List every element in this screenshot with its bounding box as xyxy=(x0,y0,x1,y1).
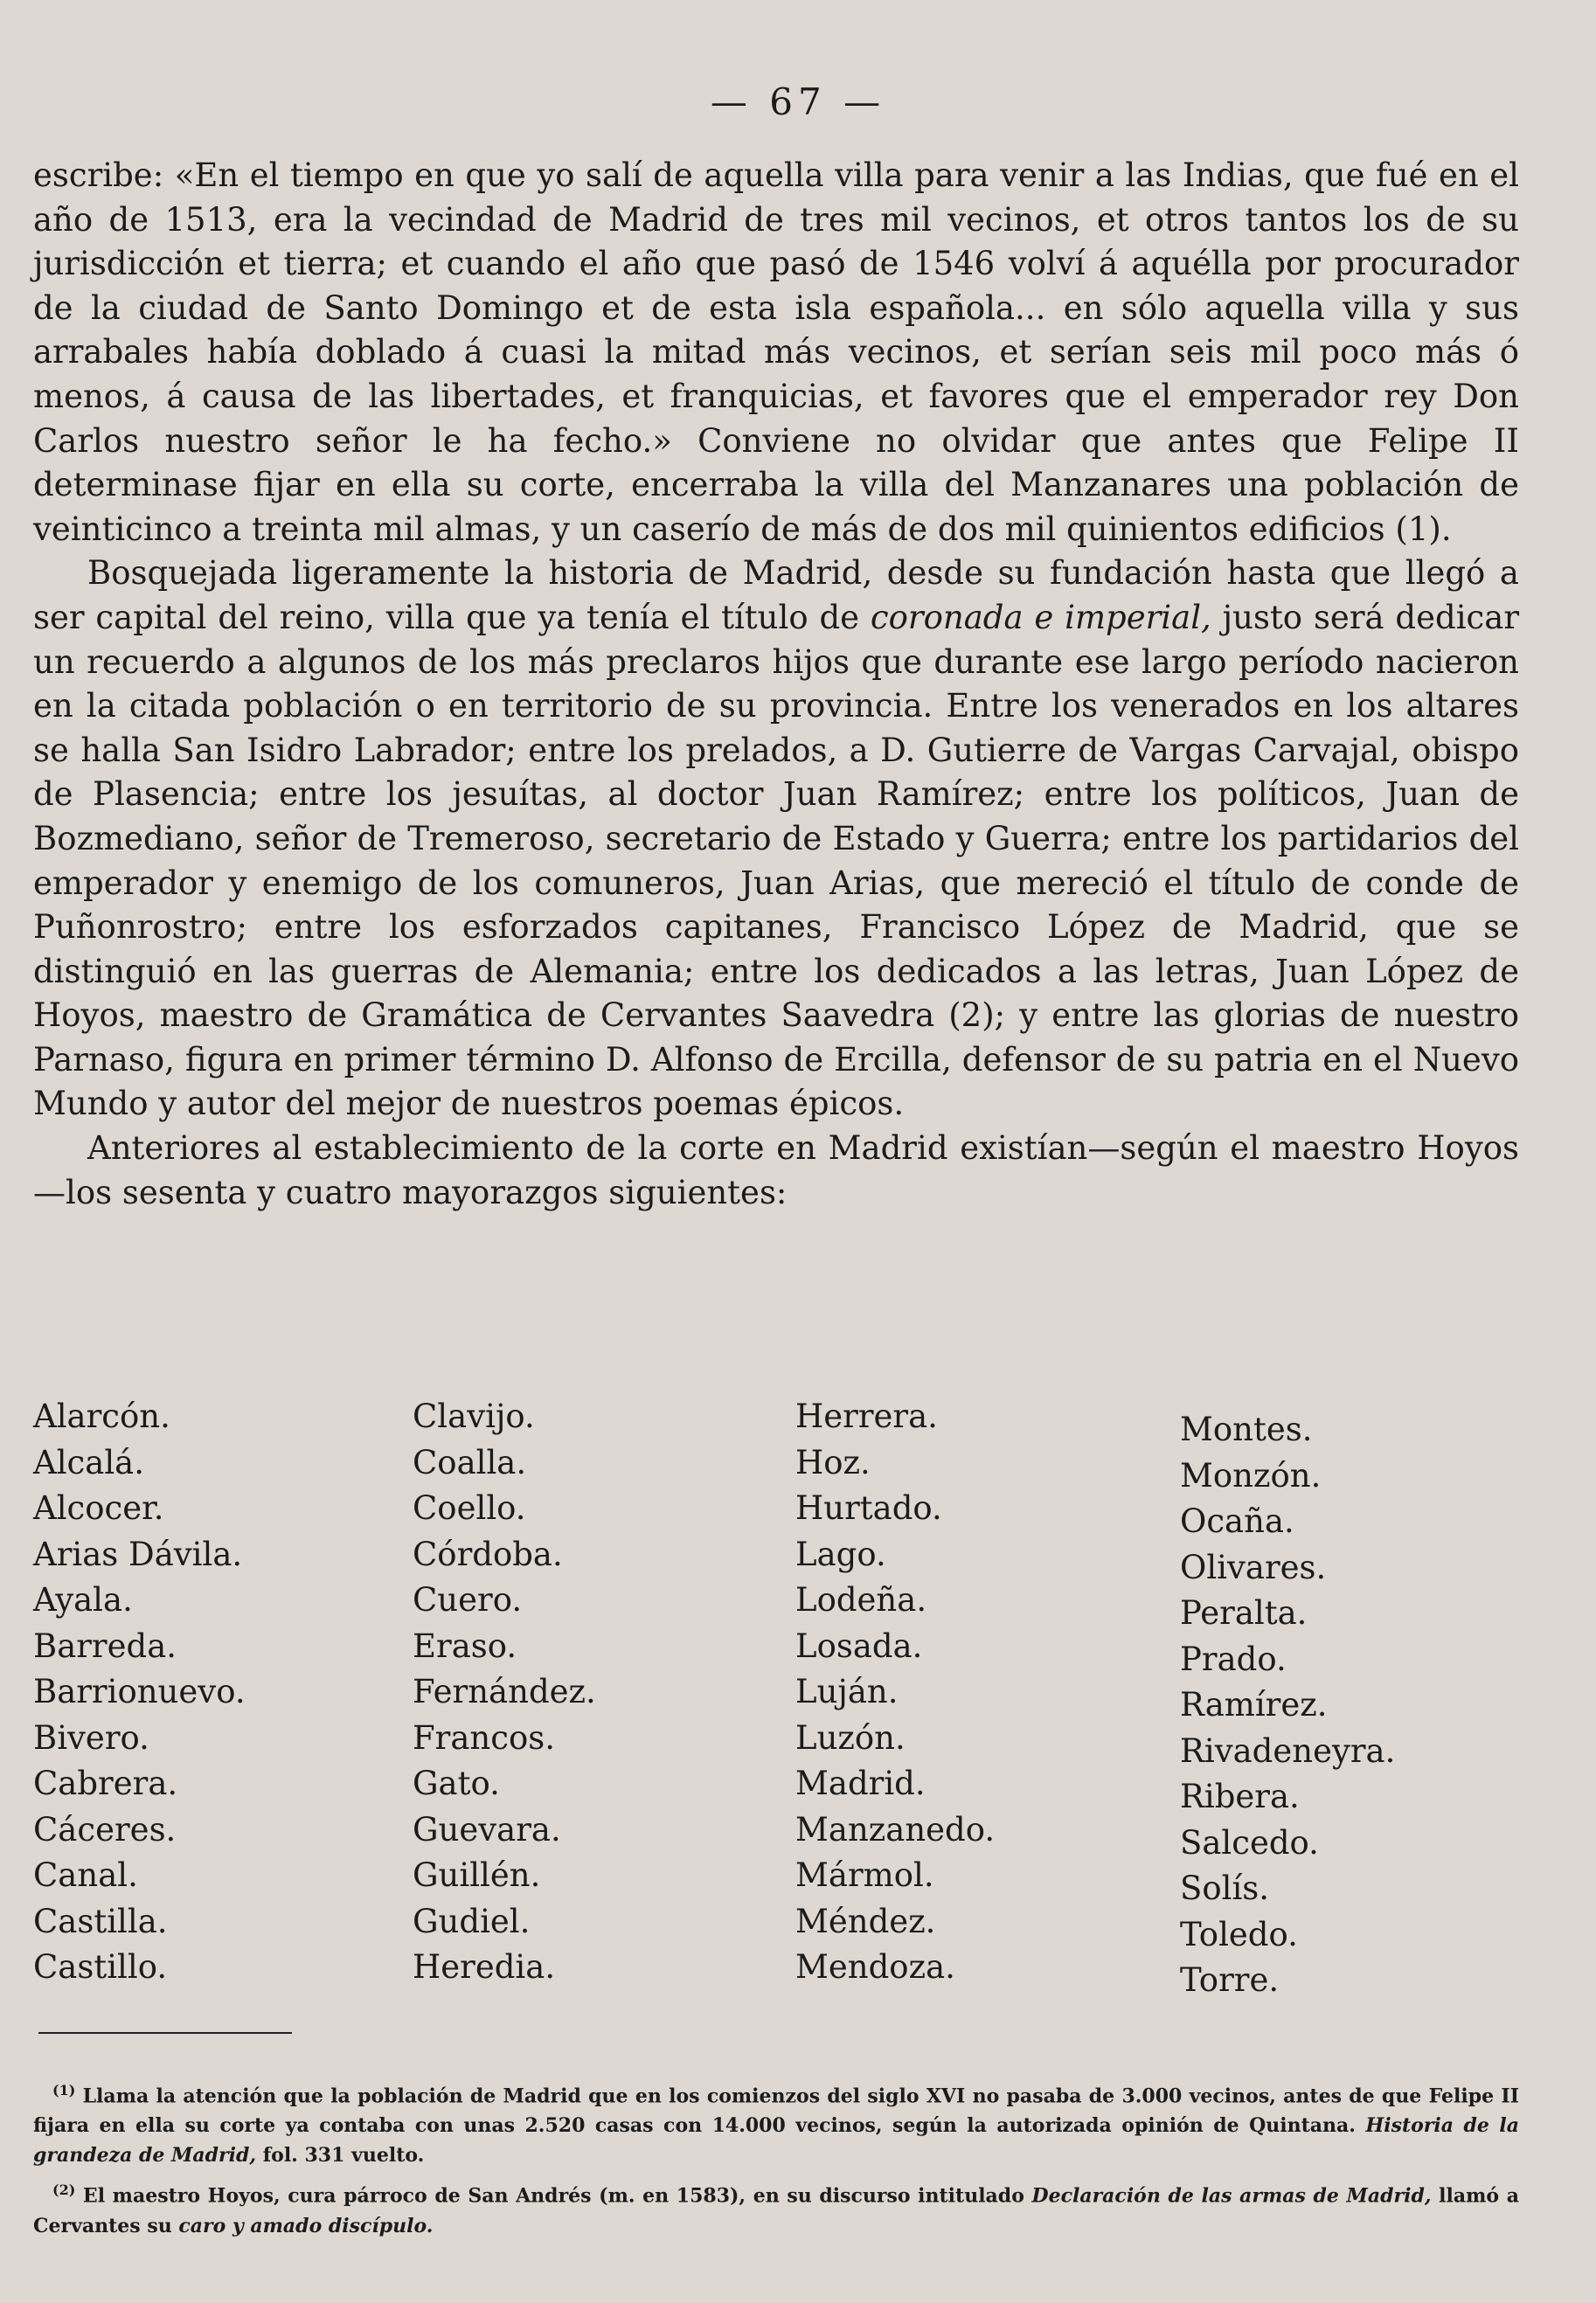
footnote-italic-text: Declaración de las armas de Madrid, xyxy=(1031,2184,1432,2208)
page-number: — 67 — xyxy=(710,80,886,123)
list-item: Alarcón. xyxy=(33,1398,170,1435)
list-item: Alcocer. xyxy=(33,1489,164,1527)
list-column-2 xyxy=(413,1394,596,1991)
footnote-text: Llama la atención que la población de Madrid que en los comienzos del siglo XVI no pasaba de 3.000 vecinos, antes de que Felipe II fijara en ella su corte ya contaba con unas 2.520 casas con 14.000 vecinos, según la autorizada opinión de Quintana. xyxy=(33,2084,1519,2138)
list-item: Gudiel. xyxy=(413,1902,531,1940)
footnote-2 xyxy=(33,2175,1519,2240)
list-item: Montes. xyxy=(1180,1411,1313,1448)
list-item: Alcalá. xyxy=(33,1443,144,1481)
list-column-3 xyxy=(795,1394,995,1991)
list-item: Hurtado. xyxy=(795,1489,942,1527)
list-item: Cuero. xyxy=(413,1581,523,1619)
list-item: Castilla. xyxy=(33,1902,168,1940)
list-item: Méndez. xyxy=(795,1902,936,1940)
list-item: Coalla. xyxy=(413,1443,527,1481)
list-item: Monzón. xyxy=(1180,1456,1322,1495)
list-item: Manzanedo. xyxy=(795,1810,996,1849)
list-item: Losada. xyxy=(795,1627,923,1665)
list-item: Ayala. xyxy=(33,1581,133,1619)
list-item: Fernández. xyxy=(413,1673,596,1710)
list-column-4 xyxy=(1180,1407,1395,2004)
list-item: Guevara. xyxy=(413,1810,561,1849)
paragraph-text: Bosquejada ligeramente la historia de Madrid, desde su fundación hasta que llegó a ser capital del reino, villa que ya tenía el título de xyxy=(33,554,1519,636)
list-item: Barreda. xyxy=(33,1627,177,1665)
footnote-italic-text: Historia de la grandeza de Madrid, xyxy=(33,2114,1519,2168)
list-item: Eraso. xyxy=(413,1627,517,1665)
paragraph xyxy=(33,551,1519,1127)
list-item: Toledo. xyxy=(1180,1915,1298,1953)
footnote-text: El maestro Hoyos, cura párroco de San Andrés (m. en 1583), en su discurso intitulado xyxy=(82,2184,1032,2208)
list-item: Coello. xyxy=(413,1489,526,1527)
paragraph-text: justo será dedicar un recuerdo a algunos de los más preclaros hijos que durante ese largo período nacieron en la citada población o en territorio de su provincia. Entre los venerados en los altares se halla San Isidro Labrador; entre los prelados, a D. Gutierre de Vargas Carvajal, obispo de Plasencia; entre los jesuítas, al doctor Juan Ramírez; entre los políticos, Juan de Bozmediano, señor de Tremeroso, secretario de Estado y Guerra; entre los partidarios del emperador y enemigo de los comuneros, Juan Arias, que mereció el título de conde de Puñonrostro; entre los esforzados capitanes, Francisco López de Madrid, que se distinguió en las guerras de Alemania; entre los dedicados a las letras, Juan López de Hoyos, maestro de Gramática de Cervantes Saavedra (2); y entre las glorias de nuestro Parnaso, figura en primer término D. Alfonso de Ercilla, defensor de su patria en el Nuevo Mundo y autor del mejor de nuestros poemas épicos. xyxy=(33,598,1520,1123)
list-item: Lodeña. xyxy=(795,1581,927,1619)
list-item: Rivadeneyra. xyxy=(1180,1731,1396,1770)
list-item: Heredia. xyxy=(413,1948,556,1986)
list-item: Ocaña. xyxy=(1180,1502,1294,1540)
footnote-italic-text: caro y amado discípulo. xyxy=(178,2214,434,2237)
footnote-mark: (1) xyxy=(52,2082,76,2098)
list-item: Castillo. xyxy=(33,1948,168,1986)
list-item: Canal. xyxy=(33,1856,138,1894)
paragraph-italic-text: coronada e imperial, xyxy=(870,598,1211,636)
list-item: Mármol. xyxy=(795,1856,934,1894)
paragraph xyxy=(33,154,1519,551)
list-item: Francos. xyxy=(413,1718,555,1757)
list-item: Solís. xyxy=(1180,1869,1270,1907)
paragraph-text: Anteriores al establecimiento de la corte en Madrid existían—según el maestro Hoyos—los sesenta y cuatro mayorazgos siguientes: xyxy=(33,1129,1519,1211)
list-item: Peralta. xyxy=(1180,1594,1308,1632)
list-item: Salcedo. xyxy=(1180,1823,1319,1862)
footnote-text: fol. 331 vuelto. xyxy=(256,2144,425,2168)
list-item: Luján. xyxy=(795,1673,899,1710)
paragraph xyxy=(33,1127,1519,1215)
list-item: Bivero. xyxy=(33,1718,149,1757)
list-item: Gato. xyxy=(413,1765,500,1802)
list-item: Prado. xyxy=(1180,1640,1287,1678)
list-item: Mendoza. xyxy=(795,1948,955,1986)
list-item: Guillén. xyxy=(413,1856,541,1894)
footnote-1 xyxy=(33,2076,1519,2170)
footnote-mark: (2) xyxy=(52,2182,76,2199)
list-item: Lago. xyxy=(795,1535,886,1573)
list-item: Ribera. xyxy=(1180,1778,1300,1815)
footnotes xyxy=(33,2076,1519,2246)
body-text xyxy=(33,154,1519,1215)
footnote-text: llamó a Cervantes su xyxy=(33,2184,1519,2237)
list-item: Hoz. xyxy=(795,1443,871,1481)
list-item: Clavijo. xyxy=(413,1398,535,1435)
list-item: Cáceres. xyxy=(33,1810,177,1849)
list-item: Arias Dávila. xyxy=(33,1535,243,1573)
list-item: Cabrera. xyxy=(33,1765,178,1802)
list-item: Torre. xyxy=(1180,1961,1280,1999)
list-item: Luzón. xyxy=(795,1718,906,1757)
list-item: Olivares. xyxy=(1180,1548,1327,1586)
list-item: Ramírez. xyxy=(1180,1686,1328,1724)
list-column-1 xyxy=(33,1394,246,1991)
mayorazgos-list xyxy=(33,1394,1519,2006)
list-item: Barrionuevo. xyxy=(33,1673,246,1710)
paragraph-text: escribe: «En el tiempo en que yo salí de aquella villa para venir a las Indias, que fué en el año de 1513, era la vecindad de Madrid de tres mil vecinos, et otros tantos los de su jurisdicción et tierra; et cuando el año que pasó de 1546 volví á aquélla por procurador de la ciudad de Santo Domingo et de esta isla española... en sólo aquella villa y sus arrabales había doblado á cuasi la mitad más vecinos, et serían seis mil poco más ó menos, á causa de las libertades, et franquicias, et favores que el emperador rey Don Carlos nuestro señor le ha fecho.» Conviene no olvidar que antes que Felipe II determinase fijar en ella su corte, encerraba la villa del Manzanares una población de veinticinco a treinta mil almas, y un caserío de más de dos mil quinientos edificios (1). xyxy=(33,156,1519,548)
list-item: Córdoba. xyxy=(413,1535,563,1573)
list-item: Madrid. xyxy=(795,1765,926,1802)
list-item: Herrera. xyxy=(795,1398,938,1435)
footnote-divider xyxy=(38,2032,292,2034)
